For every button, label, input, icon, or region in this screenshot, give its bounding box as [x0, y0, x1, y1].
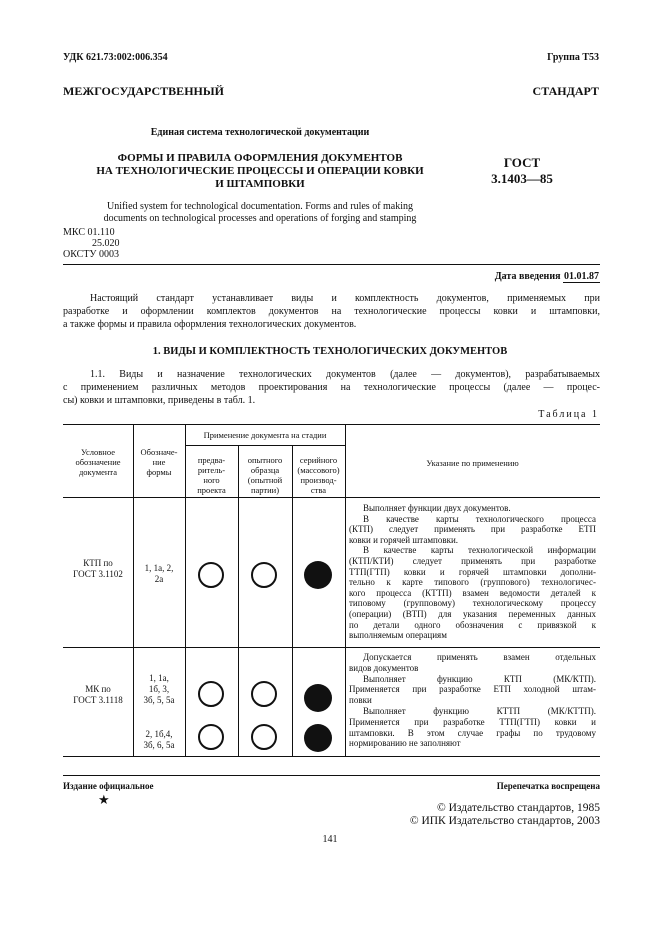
table-top-border [63, 424, 600, 425]
usage-line: выполняемым операциям [349, 630, 447, 641]
standard-banner: МЕЖГОСУДАРСТВЕННЫЙ СТАНДАРТ [63, 84, 599, 98]
english-line: documents on technological processes and operations of forging and stamping [103, 213, 417, 224]
header-text: опытного [247, 455, 283, 465]
p11-line: 1.1. Виды и назначение технологических документов (далее — документов), разрабатываемых [90, 369, 600, 380]
header-bottom-border [63, 497, 600, 498]
usage-line: (КТП/КТИ) следует применять при разработке [349, 555, 596, 566]
group-code: Группа Т53 [547, 52, 599, 63]
header-text: обозначение [75, 457, 121, 467]
mks-code-2: 25.020 [92, 238, 120, 249]
intro-date-label: Дата введения [494, 271, 561, 282]
header-text: серийного [299, 455, 338, 465]
usage-line: кого процесса (КТТП) взамен ведомости деталей к [349, 587, 596, 598]
udk-code: УДК 621.73:002:006.354 [63, 52, 168, 63]
filled-circle-icon [304, 684, 332, 712]
usage-line: ковки и горячей штамповки. [349, 534, 459, 545]
header-usage: Указание по применению [426, 458, 519, 468]
cell-text: 1, 1а, [149, 673, 169, 683]
p11-line: с применением различных методов проектирования на технологические процессы (далее — процес- [63, 382, 600, 393]
header-text: ства [310, 485, 327, 495]
header-pilot [238, 455, 292, 495]
mks-code: МКС 01.110 [63, 227, 115, 238]
usage-line: Допускается применять взамен отдельных [363, 652, 596, 662]
hollow-circle-icon [198, 681, 224, 707]
usage-line: Выполняет функции двух документов. [363, 503, 511, 513]
gost-number: 3.1403—85 [491, 171, 553, 186]
header-text: образца [250, 465, 280, 475]
cell-text: ГОСТ 3.1118 [73, 695, 123, 705]
cell-text: КТП по [83, 558, 113, 568]
filled-circle-icon [304, 561, 332, 589]
divider-line [63, 264, 600, 265]
usage-line: В качестве карты технологического процесса [363, 513, 596, 524]
footer-divider [63, 775, 600, 776]
row1-doc [63, 558, 133, 580]
okstu-code: ОКСТУ 0003 [63, 249, 120, 260]
header-text: проекта [197, 485, 226, 495]
header-doc [63, 447, 133, 477]
hollow-circle-icon [251, 562, 277, 588]
usage-line: Применяется при разработке ТТП(ГТП) ковки и [349, 716, 596, 727]
usage-line: штамповки. В этом случае графы по трудовому [349, 727, 596, 738]
intro-line: разработке и оформлении комплектов документов на технологические процессы ковки и штамповки, [63, 306, 600, 317]
hollow-circle-icon [198, 562, 224, 588]
gost-label: ГОСТ [503, 155, 541, 170]
usage-line: нормированию не заполняют [349, 738, 461, 749]
header-text: (опытной [247, 475, 283, 485]
header-prelim [185, 455, 238, 495]
row2-forms-a [133, 673, 185, 706]
document-title [60, 152, 460, 191]
row2-forms-b [133, 729, 185, 751]
hollow-circle-icon [251, 724, 277, 750]
usage-line: (КТП) следует применять при разработке ЕТП [349, 524, 596, 535]
star-icon: ★ [98, 792, 110, 807]
header-text: ного [203, 475, 220, 485]
header-text: (массового) [297, 465, 340, 475]
cell-text: 3б, 6, 5а [143, 740, 175, 750]
hollow-circle-icon [251, 681, 277, 707]
title-line: НА ТЕХНОЛОГИЧЕСКИЕ ПРОЦЕССЫ И ОПЕРАЦИИ КОВКИ [96, 165, 424, 177]
intro-date [495, 271, 600, 283]
header-stage-group: Применение документа на стадии [203, 430, 327, 440]
usage-line: повки [349, 695, 372, 706]
header-text: предва- [197, 455, 226, 465]
row2-usage [349, 652, 596, 749]
intro-line: Настоящий стандарт устанавливает виды и комплектность документов, применяемых при [90, 293, 600, 304]
gost-id [482, 155, 562, 187]
system-title: Единая система технологической документации [150, 127, 370, 138]
english-title [60, 201, 460, 225]
row-divider [63, 647, 600, 648]
reprint-notice: Перепечатка воспрещена [496, 781, 600, 791]
cell-text: ГОСТ 3.1102 [73, 569, 123, 579]
usage-line: типовому (групповому) технологическому процессу [349, 598, 596, 609]
header-text: формы [146, 467, 172, 477]
header-text: Обозначе- [140, 447, 178, 457]
usage-line: Применяется при разработке ЕТП холодной штам- [349, 684, 596, 695]
header-text: партии) [250, 485, 280, 495]
cell-text: 2, 1б,4, [145, 729, 173, 739]
usage-line: ТТП(ГТП) ковки и горячей штамповки дополни- [349, 566, 596, 577]
title-line: ФОРМЫ И ПРАВИЛА ОФОРМЛЕНИЯ ДОКУМЕНТОВ [117, 152, 403, 164]
usage-line: тельно к карте типового (группового) технологичес- [349, 577, 596, 588]
row2-doc [63, 684, 133, 706]
header-text: производ- [300, 475, 337, 485]
usage-line: Выполняет функцию КТТП (МК/КТТП). [363, 705, 596, 716]
copyright-2003: © ИПК Издательство стандартов, 2003 [409, 815, 600, 827]
table-label: Таблица 1 [538, 409, 599, 420]
usage-line: В качестве карты технологической информации [363, 545, 596, 556]
cell-text: МК по [85, 684, 111, 694]
header-serial [292, 455, 345, 495]
header-text: ритель- [197, 465, 226, 475]
row1-usage [349, 503, 596, 641]
official-edition: Издание официальное [63, 781, 154, 791]
usage-line: по детали одного обозначения с привязкой к [349, 619, 596, 630]
header-text: документа [78, 467, 117, 477]
copyright-1985: © Издательство стандартов, 1985 [436, 802, 600, 814]
hollow-circle-icon [198, 724, 224, 750]
row1-forms [133, 563, 185, 585]
intro-line: а также формы и правила оформления технологических документов. [63, 319, 357, 330]
p11-line: сы) ковки и штамповки, приведены в табл. 1. [63, 395, 256, 406]
header-form [133, 447, 185, 477]
header-text: ние [152, 457, 166, 467]
cell-text: 1, 1а, 2, [144, 563, 174, 573]
english-line: Unified system for technological documentation. Forms and rules of making [106, 201, 414, 212]
stage-header-border [185, 445, 345, 446]
cell-text: 1б, 3, [148, 684, 170, 694]
cell-text: 2а [154, 574, 164, 584]
header-text: Условное [81, 447, 115, 457]
intro-date-value: 01.01.87 [564, 271, 599, 282]
page-number: 141 [322, 834, 338, 845]
title-line: И ШТАМПОВКИ [215, 178, 305, 190]
usage-line: (операции) (ВТП) для указания переменных данных [349, 608, 596, 619]
usage-line: Выполняет функцию КТП (МК/КТП). [363, 673, 596, 684]
usage-line: видов документов [349, 662, 419, 673]
filled-circle-icon [304, 724, 332, 752]
section-title: 1. ВИДЫ И КОМПЛЕКТНОСТЬ ТЕХНОЛОГИЧЕСКИХ ДОКУМЕНТОВ [152, 346, 508, 357]
table-bottom-border [63, 756, 600, 757]
cell-text: 3б, 5, 5а [143, 695, 175, 705]
column-border [345, 424, 346, 756]
